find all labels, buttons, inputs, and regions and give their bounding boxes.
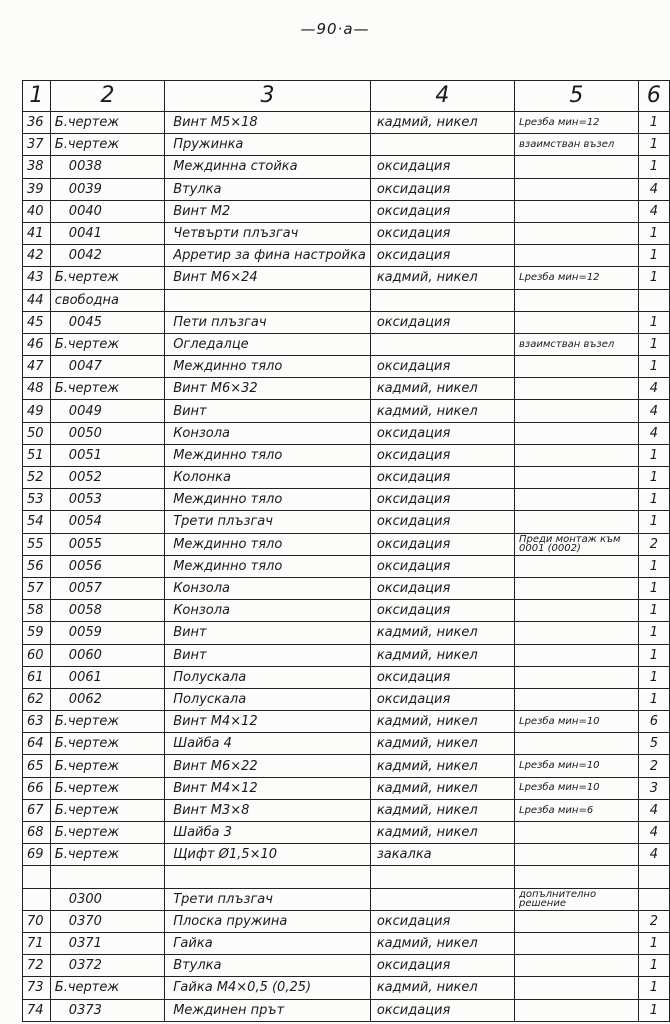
note-cell bbox=[515, 489, 639, 511]
row-number: 49 bbox=[23, 400, 51, 422]
table-row bbox=[23, 799, 670, 821]
row-number: 38 bbox=[23, 156, 51, 178]
part-name-cell: Междинно тяло bbox=[165, 533, 371, 555]
row-number: 67 bbox=[23, 799, 51, 821]
quantity-cell: 1 bbox=[638, 333, 669, 355]
coating-cell: оксидация bbox=[370, 178, 514, 200]
drawing-cell: свободна bbox=[50, 289, 164, 311]
quantity-cell: 1 bbox=[638, 444, 669, 466]
row-number: 42 bbox=[23, 245, 51, 267]
table-row bbox=[23, 467, 670, 489]
drawing-cell: 0049 bbox=[50, 400, 164, 422]
part-name-cell bbox=[165, 866, 371, 888]
quantity-cell: 1 bbox=[638, 134, 669, 156]
table-row bbox=[23, 977, 670, 999]
note-cell bbox=[515, 178, 639, 200]
note-cell bbox=[515, 156, 639, 178]
part-name-cell bbox=[165, 289, 371, 311]
drawing-cell: 0038 bbox=[50, 156, 164, 178]
quantity-cell: 1 bbox=[638, 489, 669, 511]
drawing-cell: Б.чертеж bbox=[50, 333, 164, 355]
row-number: 70 bbox=[23, 910, 51, 932]
part-name-cell: Полускала bbox=[165, 666, 371, 688]
part-name-cell: Винт bbox=[165, 400, 371, 422]
table-row bbox=[23, 622, 670, 644]
drawing-cell: 0060 bbox=[50, 644, 164, 666]
note-cell bbox=[515, 822, 639, 844]
part-name-cell: Междинен прът bbox=[165, 999, 371, 1021]
part-name-cell: Трети плъзгач bbox=[165, 888, 371, 910]
quantity-cell: 1 bbox=[638, 112, 669, 134]
row-number: 66 bbox=[23, 777, 51, 799]
col-header-5: 5 bbox=[515, 81, 639, 112]
drawing-cell: 0053 bbox=[50, 489, 164, 511]
table-row bbox=[23, 533, 670, 555]
coating-cell bbox=[370, 134, 514, 156]
quantity-cell: 3 bbox=[638, 777, 669, 799]
quantity-cell: 2 bbox=[638, 755, 669, 777]
row-number: 71 bbox=[23, 932, 51, 954]
drawing-cell: 0055 bbox=[50, 533, 164, 555]
quantity-cell bbox=[638, 888, 669, 910]
part-name-cell: Плоска пружина bbox=[165, 910, 371, 932]
table-row bbox=[23, 755, 670, 777]
coating-cell: оксидация bbox=[370, 688, 514, 710]
note-cell bbox=[515, 422, 639, 444]
row-number: 51 bbox=[23, 444, 51, 466]
part-name-cell: Колонка bbox=[165, 467, 371, 489]
table-row bbox=[23, 733, 670, 755]
part-name-cell: Втулка bbox=[165, 178, 371, 200]
note-cell: взаимстван възел bbox=[515, 333, 639, 355]
drawing-cell: 0045 bbox=[50, 311, 164, 333]
quantity-cell: 1 bbox=[638, 222, 669, 244]
row-number: 53 bbox=[23, 489, 51, 511]
table-row bbox=[23, 644, 670, 666]
note-cell bbox=[515, 844, 639, 866]
note-cell bbox=[515, 622, 639, 644]
coating-cell: оксидация bbox=[370, 489, 514, 511]
note-cell bbox=[515, 977, 639, 999]
part-name-cell: Шайба 4 bbox=[165, 733, 371, 755]
coating-cell bbox=[370, 289, 514, 311]
drawing-cell: Б.чертеж bbox=[50, 378, 164, 400]
part-name-cell: Конзола bbox=[165, 422, 371, 444]
page-number: —90·а— bbox=[300, 20, 370, 38]
coating-cell: оксидация bbox=[370, 955, 514, 977]
quantity-cell: 1 bbox=[638, 932, 669, 954]
row-number: 39 bbox=[23, 178, 51, 200]
part-name-cell: Винт bbox=[165, 622, 371, 644]
note-cell bbox=[515, 600, 639, 622]
quantity-cell: 1 bbox=[638, 511, 669, 533]
note-cell bbox=[515, 378, 639, 400]
row-number: 63 bbox=[23, 711, 51, 733]
table-row bbox=[23, 888, 670, 910]
note-cell bbox=[515, 444, 639, 466]
table-row bbox=[23, 600, 670, 622]
quantity-cell: 1 bbox=[638, 999, 669, 1021]
part-name-cell: Винт М4×12 bbox=[165, 777, 371, 799]
table-row bbox=[23, 400, 670, 422]
table-row bbox=[23, 289, 670, 311]
note-cell: Lрезба мин=12 bbox=[515, 112, 639, 134]
coating-cell: оксидация bbox=[370, 444, 514, 466]
col-header-6: 6 bbox=[638, 81, 669, 112]
col-header-4: 4 bbox=[370, 81, 514, 112]
quantity-cell: 4 bbox=[638, 822, 669, 844]
quantity-cell: 1 bbox=[638, 467, 669, 489]
drawing-cell: 0059 bbox=[50, 622, 164, 644]
part-name-cell: Гайка М4×0,5 (0,25) bbox=[165, 977, 371, 999]
drawing-cell: 0061 bbox=[50, 666, 164, 688]
row-number: 72 bbox=[23, 955, 51, 977]
note-cell bbox=[515, 733, 639, 755]
row-number: 54 bbox=[23, 511, 51, 533]
table-row bbox=[23, 378, 670, 400]
quantity-cell: 6 bbox=[638, 711, 669, 733]
row-number: 61 bbox=[23, 666, 51, 688]
part-name-cell: Арретир за фина настройка bbox=[165, 245, 371, 267]
coating-cell: кадмий, никел bbox=[370, 777, 514, 799]
part-name-cell: Междинно тяло bbox=[165, 555, 371, 577]
col-header-1: 1 bbox=[23, 81, 51, 112]
part-name-cell: Винт М6×24 bbox=[165, 267, 371, 289]
coating-cell: кадмий, никел bbox=[370, 400, 514, 422]
row-number: 65 bbox=[23, 755, 51, 777]
drawing-cell: Б.чертеж bbox=[50, 711, 164, 733]
quantity-cell: 1 bbox=[638, 622, 669, 644]
table-row bbox=[23, 999, 670, 1021]
note-cell: Lрезба мин=10 bbox=[515, 777, 639, 799]
row-number: 55 bbox=[23, 533, 51, 555]
note-cell: Lрезба мин=12 bbox=[515, 267, 639, 289]
row-number: 50 bbox=[23, 422, 51, 444]
coating-cell: оксидация bbox=[370, 533, 514, 555]
row-number: 59 bbox=[23, 622, 51, 644]
table-row bbox=[23, 134, 670, 156]
note-cell bbox=[515, 511, 639, 533]
coating-cell bbox=[370, 333, 514, 355]
table-row bbox=[23, 511, 670, 533]
part-name-cell: Винт М4×12 bbox=[165, 711, 371, 733]
table-row bbox=[23, 156, 670, 178]
quantity-cell: 1 bbox=[638, 356, 669, 378]
drawing-cell: Б.чертеж bbox=[50, 733, 164, 755]
row-number: 44 bbox=[23, 289, 51, 311]
part-name-cell: Междинно тяло bbox=[165, 489, 371, 511]
col-header-3: 3 bbox=[165, 81, 371, 112]
quantity-cell: 1 bbox=[638, 311, 669, 333]
quantity-cell: 1 bbox=[638, 666, 669, 688]
coating-cell: оксидация bbox=[370, 910, 514, 932]
note-cell: допълнително решение bbox=[515, 888, 639, 910]
drawing-cell: Б.чертеж bbox=[50, 267, 164, 289]
row-number: 74 bbox=[23, 999, 51, 1021]
note-cell bbox=[515, 666, 639, 688]
drawing-cell: 0372 bbox=[50, 955, 164, 977]
coating-cell: кадмий, никел bbox=[370, 932, 514, 954]
coating-cell bbox=[370, 866, 514, 888]
table-row bbox=[23, 666, 670, 688]
note-cell bbox=[515, 688, 639, 710]
note-cell: Lрезба мин=10 bbox=[515, 755, 639, 777]
row-number: 73 bbox=[23, 977, 51, 999]
note-cell bbox=[515, 311, 639, 333]
table-row bbox=[23, 267, 670, 289]
row-number: 57 bbox=[23, 577, 51, 599]
part-name-cell: Пети плъзгач bbox=[165, 311, 371, 333]
note-cell: Lрезба мин=6 bbox=[515, 799, 639, 821]
drawing-cell: 0057 bbox=[50, 577, 164, 599]
coating-cell: кадмий, никел bbox=[370, 267, 514, 289]
note-cell bbox=[515, 400, 639, 422]
part-name-cell: Винт М6×22 bbox=[165, 755, 371, 777]
table-row bbox=[23, 932, 670, 954]
table-row bbox=[23, 245, 670, 267]
note-cell bbox=[515, 955, 639, 977]
drawing-cell: 0047 bbox=[50, 356, 164, 378]
part-name-cell: Винт М3×8 bbox=[165, 799, 371, 821]
drawing-cell: 0300 bbox=[50, 888, 164, 910]
coating-cell: оксидация bbox=[370, 156, 514, 178]
coating-cell: кадмий, никел bbox=[370, 711, 514, 733]
drawing-cell: Б.чертеж bbox=[50, 822, 164, 844]
part-name-cell: Огледалце bbox=[165, 333, 371, 355]
drawing-cell: Б.чертеж bbox=[50, 799, 164, 821]
table-row bbox=[23, 844, 670, 866]
coating-cell: оксидация bbox=[370, 600, 514, 622]
part-name-cell: Шайба 3 bbox=[165, 822, 371, 844]
table-row bbox=[23, 555, 670, 577]
part-name-cell: Междинно тяло bbox=[165, 356, 371, 378]
note-cell bbox=[515, 932, 639, 954]
quantity-cell: 4 bbox=[638, 200, 669, 222]
coating-cell: оксидация bbox=[370, 422, 514, 444]
coating-cell: кадмий, никел bbox=[370, 755, 514, 777]
table-row bbox=[23, 422, 670, 444]
row-number: 62 bbox=[23, 688, 51, 710]
part-name-cell: Конзола bbox=[165, 577, 371, 599]
row-number: 64 bbox=[23, 733, 51, 755]
quantity-cell: 1 bbox=[638, 600, 669, 622]
table-body bbox=[23, 112, 670, 1022]
table-row bbox=[23, 955, 670, 977]
part-name-cell: Винт М2 bbox=[165, 200, 371, 222]
quantity-cell: 4 bbox=[638, 178, 669, 200]
drawing-cell: 0040 bbox=[50, 200, 164, 222]
quantity-cell: 1 bbox=[638, 555, 669, 577]
coating-cell: кадмий, никел bbox=[370, 644, 514, 666]
note-cell: Lрезба мин=10 bbox=[515, 711, 639, 733]
table-row bbox=[23, 822, 670, 844]
quantity-cell: 4 bbox=[638, 400, 669, 422]
note-cell bbox=[515, 910, 639, 932]
table-row bbox=[23, 444, 670, 466]
col-header-2: 2 bbox=[50, 81, 164, 112]
note-cell bbox=[515, 467, 639, 489]
drawing-cell: 0054 bbox=[50, 511, 164, 533]
table-row bbox=[23, 311, 670, 333]
part-name-cell: Щифт Ø1,5×10 bbox=[165, 844, 371, 866]
note-cell bbox=[515, 289, 639, 311]
drawing-cell: Б.чертеж bbox=[50, 777, 164, 799]
part-name-cell: Конзола bbox=[165, 600, 371, 622]
quantity-cell: 4 bbox=[638, 378, 669, 400]
coating-cell bbox=[370, 888, 514, 910]
header-row bbox=[23, 81, 670, 112]
quantity-cell: 1 bbox=[638, 644, 669, 666]
row-number: 68 bbox=[23, 822, 51, 844]
part-name-cell: Винт bbox=[165, 644, 371, 666]
quantity-cell: 4 bbox=[638, 844, 669, 866]
row-number: 58 bbox=[23, 600, 51, 622]
drawing-cell: 0051 bbox=[50, 444, 164, 466]
part-name-cell: Трети плъзгач bbox=[165, 511, 371, 533]
drawing-cell: 0041 bbox=[50, 222, 164, 244]
note-cell bbox=[515, 999, 639, 1021]
coating-cell: оксидация bbox=[370, 666, 514, 688]
table-row bbox=[23, 112, 670, 134]
table-row bbox=[23, 222, 670, 244]
table-row bbox=[23, 178, 670, 200]
row-number: 45 bbox=[23, 311, 51, 333]
drawing-cell: 0370 bbox=[50, 910, 164, 932]
coating-cell: оксидация bbox=[370, 222, 514, 244]
table-row bbox=[23, 356, 670, 378]
part-name-cell: Междинно тяло bbox=[165, 444, 371, 466]
note-cell bbox=[515, 245, 639, 267]
row-number: 60 bbox=[23, 644, 51, 666]
quantity-cell: 1 bbox=[638, 688, 669, 710]
part-name-cell: Втулка bbox=[165, 955, 371, 977]
coating-cell: оксидация bbox=[370, 999, 514, 1021]
row-number: 47 bbox=[23, 356, 51, 378]
coating-cell: оксидация bbox=[370, 311, 514, 333]
quantity-cell: 1 bbox=[638, 977, 669, 999]
coating-cell: кадмий, никел bbox=[370, 733, 514, 755]
drawing-cell: 0050 bbox=[50, 422, 164, 444]
note-cell: взаимстван възел bbox=[515, 134, 639, 156]
coating-cell: кадмий, никел bbox=[370, 977, 514, 999]
row-number: 46 bbox=[23, 333, 51, 355]
table-row bbox=[23, 333, 670, 355]
note-cell bbox=[515, 644, 639, 666]
drawing-cell: Б.чертеж bbox=[50, 755, 164, 777]
table-row bbox=[23, 688, 670, 710]
coating-cell: оксидация bbox=[370, 245, 514, 267]
parts-table bbox=[22, 80, 670, 1022]
coating-cell: оксидация bbox=[370, 200, 514, 222]
quantity-cell bbox=[638, 289, 669, 311]
drawing-cell: 0371 bbox=[50, 932, 164, 954]
part-name-cell: Гайка bbox=[165, 932, 371, 954]
row-number bbox=[23, 866, 51, 888]
row-number: 48 bbox=[23, 378, 51, 400]
drawing-cell: Б.чертеж bbox=[50, 977, 164, 999]
drawing-cell: 0373 bbox=[50, 999, 164, 1021]
coating-cell: кадмий, никел bbox=[370, 112, 514, 134]
table-row bbox=[23, 777, 670, 799]
row-number: 37 bbox=[23, 134, 51, 156]
drawing-cell: 0052 bbox=[50, 467, 164, 489]
coating-cell: оксидация bbox=[370, 511, 514, 533]
row-number: 40 bbox=[23, 200, 51, 222]
quantity-cell bbox=[638, 866, 669, 888]
row-number: 36 bbox=[23, 112, 51, 134]
note-cell bbox=[515, 555, 639, 577]
part-name-cell: Междинна стойка bbox=[165, 156, 371, 178]
drawing-cell: Б.чертеж bbox=[50, 134, 164, 156]
row-number bbox=[23, 888, 51, 910]
note-cell: Преди монтаж към 0001 (0002) bbox=[515, 533, 639, 555]
drawing-cell: 0056 bbox=[50, 555, 164, 577]
coating-cell: оксидация bbox=[370, 555, 514, 577]
coating-cell: кадмий, никел bbox=[370, 822, 514, 844]
quantity-cell: 1 bbox=[638, 955, 669, 977]
quantity-cell: 1 bbox=[638, 577, 669, 599]
row-number: 43 bbox=[23, 267, 51, 289]
row-number: 41 bbox=[23, 222, 51, 244]
coating-cell: оксидация bbox=[370, 577, 514, 599]
coating-cell: кадмий, никел bbox=[370, 799, 514, 821]
part-name-cell: Винт М5×18 bbox=[165, 112, 371, 134]
table-row bbox=[23, 489, 670, 511]
drawing-cell: 0058 bbox=[50, 600, 164, 622]
drawing-cell: 0062 bbox=[50, 688, 164, 710]
note-cell bbox=[515, 222, 639, 244]
note-cell bbox=[515, 866, 639, 888]
part-name-cell: Полускала bbox=[165, 688, 371, 710]
table-row bbox=[23, 577, 670, 599]
quantity-cell: 2 bbox=[638, 910, 669, 932]
table-row bbox=[23, 910, 670, 932]
part-name-cell: Винт М6×32 bbox=[165, 378, 371, 400]
drawing-cell bbox=[50, 866, 164, 888]
quantity-cell: 4 bbox=[638, 422, 669, 444]
drawing-cell: Б.чертеж bbox=[50, 844, 164, 866]
drawing-cell: 0042 bbox=[50, 245, 164, 267]
note-cell bbox=[515, 356, 639, 378]
coating-cell: кадмий, никел bbox=[370, 378, 514, 400]
quantity-cell: 5 bbox=[638, 733, 669, 755]
coating-cell: закалка bbox=[370, 844, 514, 866]
note-cell bbox=[515, 577, 639, 599]
note-cell bbox=[515, 200, 639, 222]
row-number: 69 bbox=[23, 844, 51, 866]
table-row bbox=[23, 200, 670, 222]
quantity-cell: 2 bbox=[638, 533, 669, 555]
row-number: 52 bbox=[23, 467, 51, 489]
quantity-cell: 4 bbox=[638, 799, 669, 821]
quantity-cell: 1 bbox=[638, 245, 669, 267]
coating-cell: кадмий, никел bbox=[370, 622, 514, 644]
table-row bbox=[23, 866, 670, 888]
coating-cell: оксидация bbox=[370, 467, 514, 489]
drawing-cell: Б.чертеж bbox=[50, 112, 164, 134]
drawing-cell: 0039 bbox=[50, 178, 164, 200]
part-name-cell: Пружинка bbox=[165, 134, 371, 156]
table-row bbox=[23, 711, 670, 733]
coating-cell: оксидация bbox=[370, 356, 514, 378]
quantity-cell: 1 bbox=[638, 267, 669, 289]
part-name-cell: Четвърти плъзгач bbox=[165, 222, 371, 244]
row-number: 56 bbox=[23, 555, 51, 577]
quantity-cell: 1 bbox=[638, 156, 669, 178]
